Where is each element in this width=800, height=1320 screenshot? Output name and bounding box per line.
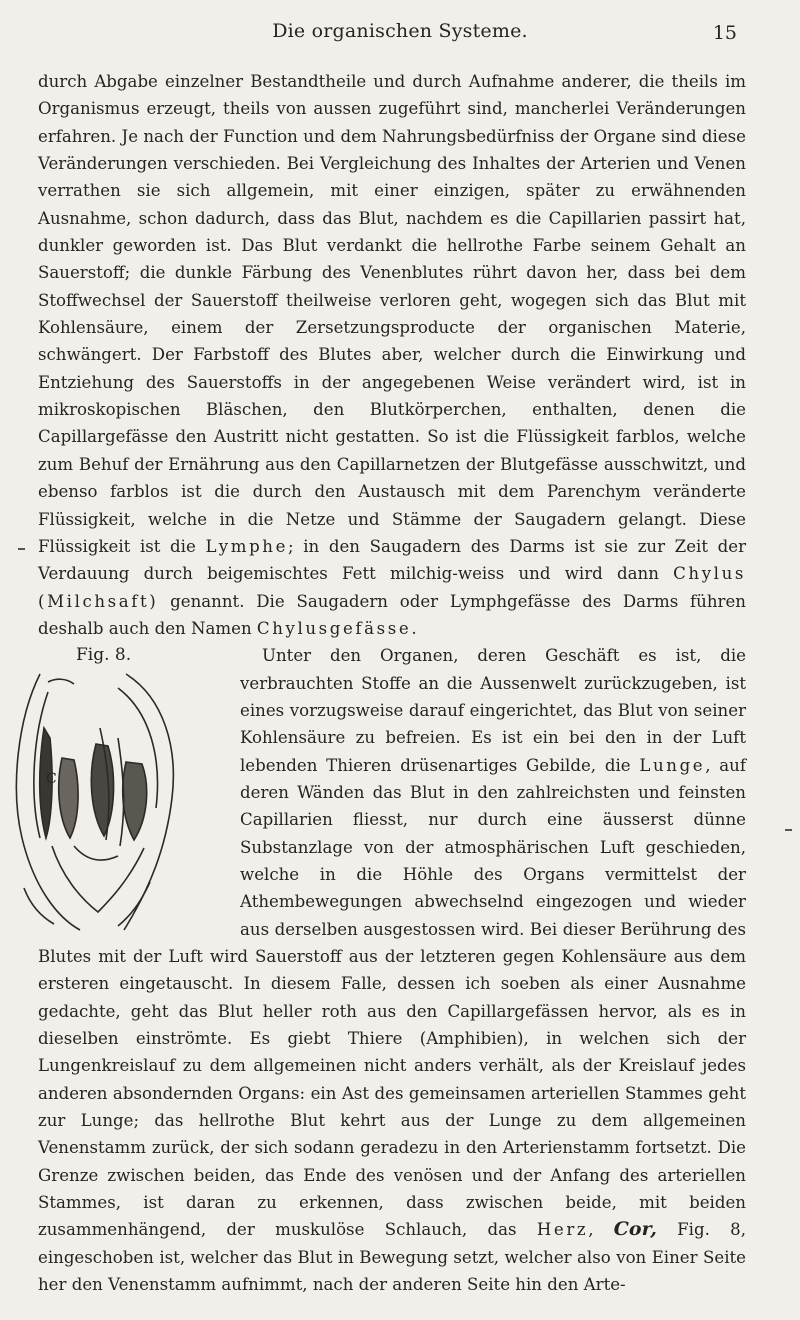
bulb-right bbox=[91, 744, 113, 836]
figure-caption: Fig. 8. bbox=[76, 645, 132, 666]
right-mass bbox=[123, 762, 147, 840]
figure-8 bbox=[0, 642, 220, 932]
term-cor: Cor, bbox=[613, 1218, 657, 1241]
tube-top-left bbox=[48, 679, 74, 684]
term-chylusgefaesse: Chylusgefässe bbox=[256, 618, 412, 638]
heart-illustration bbox=[0, 668, 200, 938]
term-lunge: Lunge bbox=[639, 755, 706, 775]
page-number: 15 bbox=[712, 22, 737, 44]
figure-label-c: C bbox=[46, 771, 57, 788]
bottom-right bbox=[118, 882, 150, 926]
flow-lines-2 bbox=[118, 738, 124, 846]
margin-mark-left bbox=[18, 548, 25, 550]
page-header bbox=[0, 20, 800, 50]
lower-chamber bbox=[52, 846, 144, 912]
running-title: Die organischen Systeme. bbox=[272, 20, 528, 42]
paragraph: Fig. 8. C Unter den Organen, deren Geschäft es ist, die verbrauchten Stoffe an die Aussenwelt zurückzugeben, ist eines vorzugsweise darauf eingerichtet, das Blut von seiner Kohlensäure zu befreien. Es ist ein bei den in der Luft lebenden Thieren drüsenartiges Gebilde, die Lunge, auf deren Wänden das Blut in den zahlreichsten und feinsten Capillarien fliesst, nur durch eine äusserst dünne Substanzlage von der atmosphärischen Luft geschieden, welche in die Höhle des Organs vermittelst der Athembewegungen abwechselnd eingezogen und wieder aus derselben ausgestossen wird. Bei dieser Berührung des Blutes mit der Luft wird Sauerstoff aus der letzteren gegen Kohlensäure aus dem ersteren eingetauscht. In diesem Falle, dessen ich soeben als einer Ausnahme gedachte, geht das Blut heller roth aus den Capillargefässen hervor, als es in dieselben einströmte. Es giebt Thiere (Amphibien), in welchen sich der Lungenkreislauf zu dem allgemeinen nicht anders verhält, als der Kreislauf jedes anderen absondernden Organs: ein Ast des gemeinsamen arteriellen Stammes geht zur Lunge; das hellrothe Blut kehrt aus der Lunge zu dem allgemeinen Venenstamm zurück, der sich sodann geradezu in den Arterienstamm fortsetzt. Die Grenze zwischen beiden, das Ende des venösen und der Anfang des arteriellen Stammes, ist daran zu erkennen, dass zwischen beide, mit beiden zusammenhängend, der muskulöse Schlauch, das Herz, Cor, Fig. 8, eingeschoben ist, welcher das Blut in Bewegung setzt, welcher also von Einer Seite her den Venenstamm aufnimmt, nach der anderen Seite hin den Arte- bbox=[38, 642, 746, 1298]
term-lymphe: Lymphe bbox=[205, 536, 289, 556]
term-herz: Herz bbox=[536, 1220, 589, 1240]
body-text bbox=[38, 68, 746, 1298]
bottom-left bbox=[24, 888, 54, 924]
margin-mark-right bbox=[785, 829, 792, 831]
bulb-left bbox=[59, 758, 78, 838]
connector-arc bbox=[74, 846, 118, 860]
term-chylus: Chylus (Milchsaft) bbox=[38, 564, 746, 611]
paragraph: durch Abgabe einzelner Bestandtheile und durch Aufnahme anderer, die theils im Organismus erzeugt, theils von aussen zugeführt sind, mancherlei Veränderungen erfahren. Je nach der Function und dem Nahrungsbedürfniss der Organe sind diese Veränderungen verschieden. Bei Vergleichung des Inhaltes der Arterien und Venen verrathen sie sich allgemein, mit einer einzigen, später zu erwähnenden Ausnahme, schon dadurch, dass das Blut, nachdem es die Capillarien passirt hat, dunkler geworden ist. Das Blut verdankt die hellrothe Farbe seinem Gehalt an Sauerstoff; die dunkle Färbung des Venenblutes rührt davon her, dass bei dem Stoffwechsel der Sauerstoff theilweise verloren geht, wogegen sich das Blut mit Kohlensäure, einem der Zersetzungsproducte der organischen Materie, schwängert. Der Farbstoff des Blutes aber, welcher durch die Einwirkung und Entziehung des Sauerstoffs in der angegebenen Weise verändert wird, ist in mikroskopischen Bläschen, den Blutkörperchen, enthalten, denen die Capillargefässe den Austritt nicht gestatten. So ist die Flüssigkeit farblos, welche zum Behuf der Ernährung aus den Capillarnetzen der Blutgefässe ausschwitzt, und ebenso farblos ist die durch den Austausch mit dem Parenchym veränderte Flüssigkeit, welche in die Netze und Stämme der Saugadern gelangt. Diese Flüssigkeit ist die Lymphe; in den Saugadern des Darms ist sie zur Zeit der Verdauung durch beigemischtes Fett milchig-weiss und wird dann Chylus (Milchsaft) genannt. Die Saugadern oder Lymphgefässe des Darms führen deshalb auch den Namen Chylusgefässe. bbox=[38, 72, 746, 638]
